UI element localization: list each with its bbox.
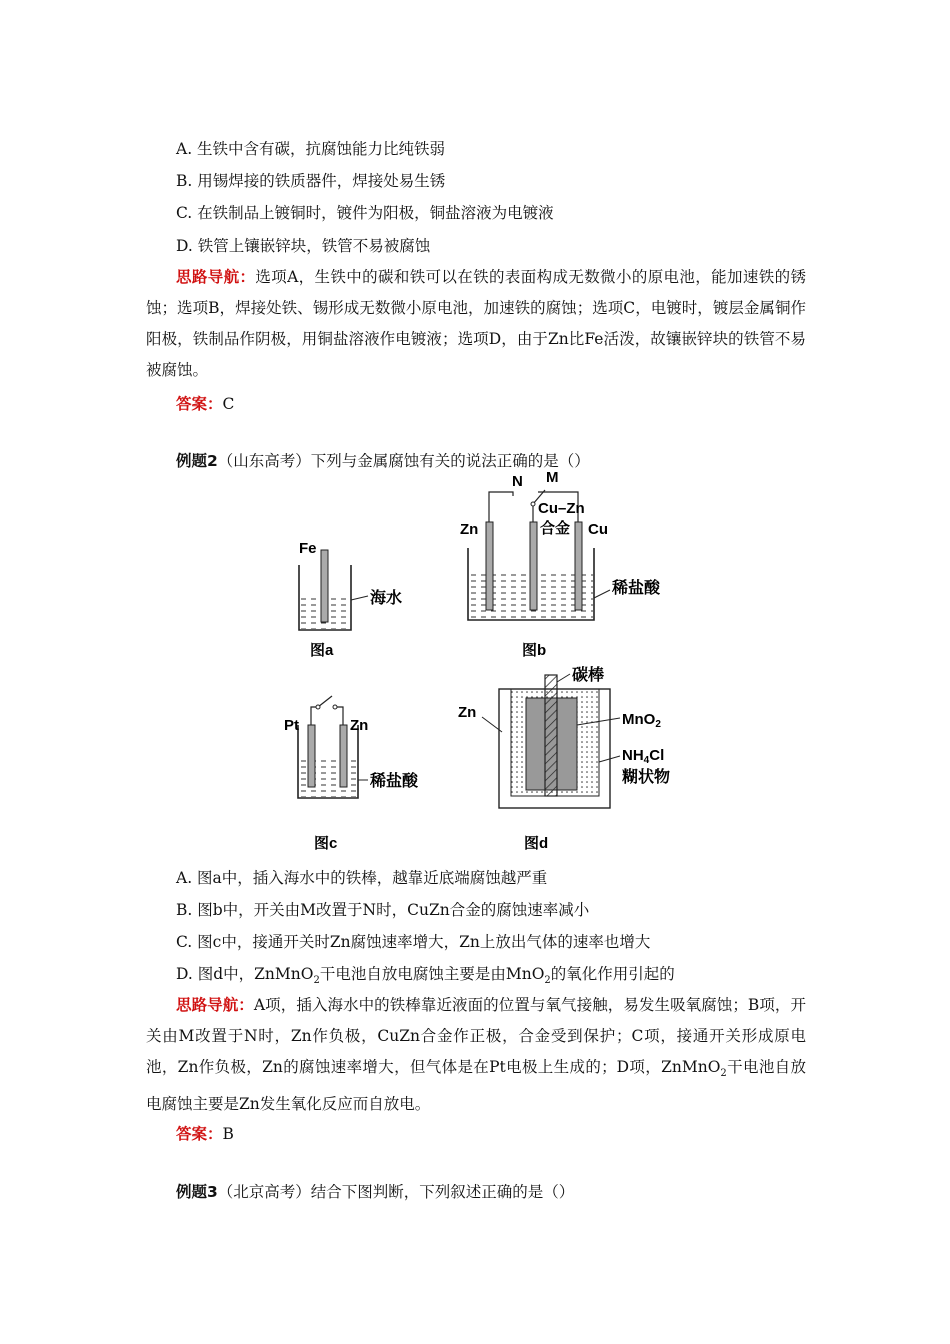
- label-hcl-c: 稀盐酸: [370, 773, 419, 790]
- q1-answer-value: C: [222, 395, 235, 413]
- caption-a: 图a: [310, 642, 334, 659]
- label-zn-d: Zn: [458, 704, 477, 721]
- label-m: M: [546, 470, 559, 486]
- label-mno2: MnO$_2$: [622, 711, 661, 730]
- q3-stem-text: （北京高考）结合下图判断，下列叙述正确的是（）: [217, 1183, 575, 1201]
- q2-answer: [176, 1124, 234, 1144]
- figure-d: [458, 665, 670, 852]
- caption-d: 图d: [524, 835, 549, 852]
- figure-b: [460, 470, 661, 659]
- q1-nav-text: 选项A，生铁中的碳和铁可以在铁的表面构成无数微小的原电池，能加速铁的锈蚀；选项B，焊接处铁、锡形成无数微小原电池，加速铁的腐蚀；选项C，电镀时，镀层金属铜作阳极，铁制品作阴极，用铜盐溶液作电镀液；选项D，由于Zn比Fe活泼，故镶嵌锌块的铁管不易被腐蚀。: [146, 268, 806, 379]
- q2-figure: [270, 470, 690, 855]
- caption-c: 图c: [314, 835, 338, 852]
- label-fe: Fe: [299, 540, 317, 557]
- q1-option-b: B. 用锡焊接的铁质器件，焊接处易生锈: [176, 172, 446, 190]
- q2-option-a: A. 图a中，插入海水中的铁棒，越靠近底端腐蚀越严重: [176, 869, 548, 887]
- label-cu-zn: Cu–Zn: [538, 500, 585, 517]
- q1-explanation: [146, 262, 806, 386]
- label-zn-b: Zn: [460, 521, 479, 538]
- q3-label: 例题3: [176, 1183, 218, 1201]
- q2-answer-label: 答案：: [176, 1125, 223, 1143]
- label-pt: Pt: [284, 717, 299, 734]
- q2-stem: [176, 451, 590, 471]
- figure-a: [299, 540, 402, 659]
- q2-explanation: 思路导航：A项，插入海水中的铁棒靠近液面的位置与氧气接触，易发生吸氧腐蚀；B项，开关由M改置于N时，Zn作负极，CuZn合金作正极，合金受到保护；C项，接通开关形成原电池，Zn作负极，Zn的腐蚀速率增大，但气体是在Pt电极上生成的；D项，ZnMnO$_2$干电池自放电腐蚀主要是Zn发生氧化反应而自放电。: [146, 996, 806, 1114]
- carbon-rod: [545, 675, 557, 796]
- q2-stem-text: （山东高考）下列与金属腐蚀有关的说法正确的是（）: [217, 452, 590, 470]
- q1-option-a: A. 生铁中含有碳，抗腐蚀能力比纯铁弱: [176, 140, 446, 158]
- label-cu: Cu: [588, 521, 608, 538]
- q3-stem: [176, 1182, 574, 1202]
- zn-rod-c: [340, 725, 347, 787]
- figure-c: [284, 696, 419, 852]
- label-hcl-b: 稀盐酸: [612, 580, 661, 597]
- label-alloy: 合金: [540, 520, 571, 537]
- cu-rod: [575, 522, 582, 610]
- zn-rod-b: [486, 522, 493, 610]
- q2-option-b: B. 图b中，开关由M改置于N时，CuZn合金的腐蚀速率减小: [176, 901, 590, 919]
- label-paste: 糊状物: [622, 769, 671, 786]
- label-nh4cl: $NH_4Cl$: [622, 747, 665, 766]
- switch-c: [318, 696, 332, 707]
- q1-answer: [176, 394, 234, 414]
- q2-answer-value: B: [222, 1125, 234, 1143]
- q2-label: 例题2: [176, 452, 218, 470]
- q1-option-c: C. 在铁制品上镀铜时，镀件为阳极，铜盐溶液为电镀液: [176, 204, 554, 222]
- label-seawater: 海水: [370, 590, 403, 607]
- q2-nav-label: 思路导航：: [176, 996, 254, 1014]
- q1-nav-label: 思路导航：: [176, 268, 256, 286]
- label-n: N: [512, 473, 523, 490]
- alloy-rod: [530, 522, 537, 610]
- label-carbon-rod: 碳棒: [572, 667, 605, 684]
- pt-rod: [308, 725, 315, 787]
- q1-answer-label: 答案：: [176, 395, 223, 413]
- q2-option-d: D. 图d中，ZnMnO$_2$干电池自放电腐蚀主要是由MnO$_2$的氧化作用引起的: [176, 965, 675, 987]
- caption-b: 图b: [522, 642, 547, 659]
- label-zn-c: Zn: [350, 717, 369, 734]
- fe-rod: [321, 550, 328, 622]
- q2-option-c: C. 图c中，接通开关时Zn腐蚀速率增大，Zn上放出气体的速率也增大: [176, 933, 651, 951]
- q1-option-d: D. 铁管上镶嵌锌块，铁管不易被腐蚀: [176, 237, 431, 255]
